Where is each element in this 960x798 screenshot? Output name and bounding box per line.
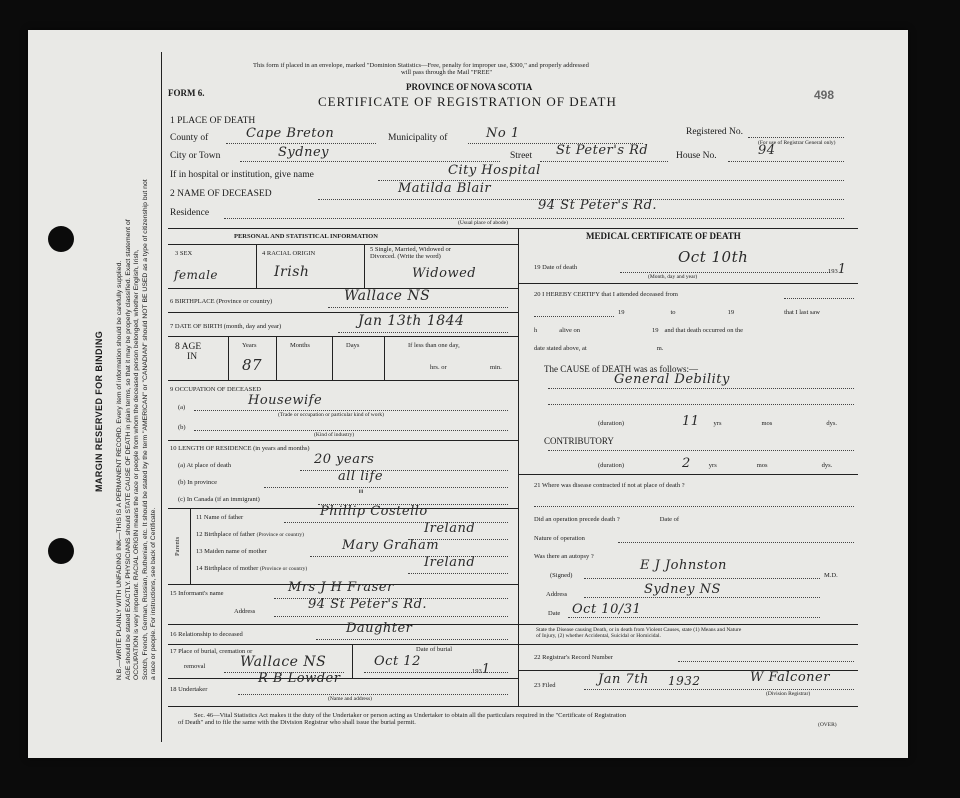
duration-1: (duration) 11 yrs mos dys. bbox=[598, 414, 837, 429]
certify-line-2: 19 to 19 that I last saw bbox=[618, 309, 820, 316]
months-label: Months bbox=[290, 342, 310, 349]
certify-line-1: 20 I HEREBY CERTIFY that I attended deceased from bbox=[534, 291, 678, 298]
binding-margin-label: MARGIN RESERVED FOR BINDING bbox=[94, 330, 104, 492]
race-label: 4 RACIAL ORIGIN bbox=[262, 250, 316, 257]
marital-value: Widowed bbox=[412, 266, 477, 281]
parents-label: Parents bbox=[174, 536, 181, 556]
in-canada-label: (c) In Canada (if an immigrant) bbox=[178, 496, 260, 503]
undertaker-value: R B Lowder bbox=[258, 671, 341, 686]
registrar-note: (Division Registrar) bbox=[766, 691, 811, 697]
race-value: Irish bbox=[274, 264, 310, 280]
undertaker-note: (Name and address) bbox=[328, 696, 372, 702]
mother-name-label: 13 Maiden name of mother bbox=[196, 548, 267, 555]
days-label: Days bbox=[346, 342, 360, 349]
informant-value: Mrs J H Fraser bbox=[288, 580, 394, 595]
dob-label: 7 DATE OF BIRTH (month, day and year) bbox=[170, 323, 282, 330]
min-label: min. bbox=[490, 364, 502, 371]
residence-length-label: 10 LENGTH OF RESIDENCE (in years and months) bbox=[170, 445, 310, 452]
form-number: FORM 6. bbox=[168, 88, 205, 98]
punch-hole-bottom bbox=[48, 538, 74, 564]
filed-year: 1932 bbox=[668, 674, 701, 688]
medical-heading: MEDICAL CERTIFICATE OF DEATH bbox=[586, 231, 741, 241]
certify-line-4: date stated above, at m. bbox=[534, 345, 664, 352]
registrar-record-label: 22 Registrar's Record Number bbox=[534, 654, 613, 661]
city-value: Sydney bbox=[278, 145, 329, 160]
medical-date-label: Date bbox=[548, 610, 561, 617]
sex-value: female bbox=[174, 268, 219, 282]
violent-causes-note: State the Disease causing Death, or in death from Violent Causes, state (1) Means and Nature of Injury, (2) whether Accidental, Suicidal or Homicidal. bbox=[536, 627, 742, 639]
years-label: Years bbox=[242, 342, 257, 349]
occupation-value: Housewife bbox=[248, 393, 323, 408]
duration-2: (duration) 2 yrs mos dys. bbox=[598, 456, 833, 471]
signed-value: E J Johnston bbox=[640, 558, 727, 573]
informant-address-label: Address bbox=[234, 608, 256, 615]
father-birthplace-label: 12 Birthplace of father (Province or country) bbox=[196, 531, 305, 538]
informant-label: 15 Informant's name bbox=[170, 590, 224, 597]
autopsy-label: Was there an autopsy ? bbox=[534, 553, 594, 560]
contributory-label: CONTRIBUTORY bbox=[544, 436, 614, 446]
burial-place-value: Wallace NS bbox=[240, 654, 327, 670]
dob-value: Jan 13th 1844 bbox=[358, 313, 465, 329]
death-date-note: (Month, day and year) bbox=[648, 274, 698, 280]
county-value: Cape Breton bbox=[246, 126, 335, 141]
signed-label: (Signed) bbox=[550, 572, 573, 579]
medical-address-label: Address bbox=[546, 591, 568, 598]
name-of-deceased-value: Matilda Blair bbox=[398, 181, 492, 196]
personal-info-heading: PERSONAL AND STATISTICAL INFORMATION bbox=[234, 233, 378, 240]
disease-contracted-label: 21 Where was disease contracted if not at place of death ? bbox=[534, 482, 685, 489]
nature-of-operation-label: Nature of operation bbox=[534, 535, 585, 542]
less-than-day-label: If less than one day, bbox=[408, 342, 460, 349]
municipality-label: Municipality of bbox=[388, 133, 448, 143]
over-label: (OVER) bbox=[818, 722, 837, 728]
burial-date-value: Oct 12 bbox=[374, 654, 421, 669]
province-heading: PROVINCE OF NOVA SCOTIA bbox=[406, 82, 533, 92]
operation-label: Did an operation precede death ? Date of bbox=[534, 516, 680, 523]
registrar-signature: W Falconer bbox=[750, 670, 830, 685]
residence-note: (Usual place of abode) bbox=[458, 220, 508, 226]
mother-name-value: Mary Graham bbox=[342, 538, 440, 553]
father-value: Phillip Costello bbox=[320, 504, 428, 519]
institution-value: City Hospital bbox=[448, 163, 541, 178]
street-label: Street bbox=[510, 151, 533, 161]
occupation-label: 9 OCCUPATION OF DECEASED bbox=[170, 386, 261, 393]
county-label: County of bbox=[170, 133, 209, 143]
relationship-label: 16 Relationship to deceased bbox=[170, 631, 243, 638]
cause-of-death-label: The CAUSE of DEATH was as follows:— bbox=[544, 364, 698, 374]
residence-value: 94 St Peter's Rd. bbox=[538, 198, 658, 213]
page-title: CERTIFICATE OF REGISTRATION OF DEATH bbox=[318, 94, 617, 109]
certificate-stamp-number: 498 bbox=[814, 88, 835, 102]
at-place-label: (a) At place of death bbox=[178, 462, 232, 469]
occupation-a-label: (a) bbox=[178, 404, 186, 411]
age-label: 8 AGE IN bbox=[175, 342, 202, 362]
death-date-label: 19 Date of death bbox=[534, 264, 578, 271]
occupation-b-note: (Kind of industry) bbox=[314, 432, 355, 438]
mother-birthplace-value: Ireland bbox=[424, 555, 476, 570]
occupation-a-note: (Trade or occupation or particular kind of work) bbox=[278, 412, 384, 418]
street-value: St Peter's Rd bbox=[556, 143, 649, 158]
birthplace-value: Wallace NS bbox=[344, 288, 431, 304]
cause-of-death-value: General Debility bbox=[614, 372, 730, 387]
envelope-note: This form if placed in an envelope, marked "Dominion Statistics—Free, penalty for improper use, $300," and properly addressed will pass through the Mail "FREE" bbox=[253, 62, 589, 76]
in-canada-value: " bbox=[358, 488, 365, 503]
at-place-value: 20 years bbox=[314, 452, 375, 467]
burial-label: 17 Place of burial, cremation or removal bbox=[170, 648, 253, 670]
registered-label: Registered No. bbox=[686, 127, 743, 137]
occupation-b-label: (b) bbox=[178, 424, 186, 431]
house-value: 94 bbox=[758, 143, 776, 158]
punch-hole-top bbox=[48, 226, 74, 252]
medical-address-value: Sydney NS bbox=[644, 582, 721, 597]
in-province-label: (b) In province bbox=[178, 479, 217, 486]
footer-note: Sec. 46—Vital Statistics Act makes it the duty of the Undertaker or person acting as Undertaker to obtain all the particulars required in the "Certificate of Registration of Death" and to file the same with the Division Registrar who shall issue the burial permit. bbox=[178, 712, 627, 726]
marital-label: 5 Single, Married, Widowed or Divorced. (Write the word) bbox=[370, 246, 451, 260]
house-label: House No. bbox=[676, 151, 717, 161]
burial-date-label: Date of burial bbox=[416, 646, 453, 653]
registered-note: (For use of Registrar General only) bbox=[758, 140, 836, 146]
institution-label: If in hospital or institution, give name bbox=[170, 170, 314, 180]
place-of-death-label: 1 PLACE OF DEATH bbox=[170, 116, 256, 126]
relationship-value: Daughter bbox=[346, 621, 413, 636]
father-label: 11 Name of father bbox=[196, 514, 244, 521]
death-date-value: Oct 10th bbox=[678, 248, 749, 266]
filed-value: Jan 7th bbox=[598, 672, 649, 687]
md-label: M.D. bbox=[824, 572, 838, 579]
undertaker-label: 18 Undertaker bbox=[170, 686, 208, 693]
mother-birthplace-label: 14 Birthplace of mother (Province or country) bbox=[196, 565, 308, 572]
hrs-label: hrs. or bbox=[430, 364, 447, 371]
filed-label: 23 Filed bbox=[534, 682, 556, 689]
birthplace-label: 6 BIRTHPLACE (Province or country) bbox=[170, 298, 273, 305]
informant-address-value: 94 St Peter's Rd. bbox=[308, 597, 428, 612]
city-label: City or Town bbox=[170, 151, 221, 161]
certify-line-3: h alive on 19 and that death occurred on the bbox=[534, 327, 744, 334]
in-province-value: all life bbox=[338, 469, 384, 484]
residence-label: Residence bbox=[170, 208, 210, 218]
years-value: 87 bbox=[242, 356, 263, 374]
burial-year: 1931 bbox=[472, 662, 491, 677]
medical-date-value: Oct 10/31 bbox=[572, 602, 642, 617]
certificate-page bbox=[28, 30, 908, 758]
death-year: 1931 bbox=[828, 262, 847, 277]
sex-label: 3 SEX bbox=[175, 250, 193, 257]
margin-instructions: N.B.—WRITE PLAINLY WITH UNFADING INK—THIS IS A PERMANENT RECORD. Every item of information should be carefully supplied. AGE should be stated EXACTLY. PHYSICIANS should STATE CAUSE OF DEATH in plain terms, so that it may be properly classified. Exact statement of OCCUPATION is very important. RACIAL ORIGIN means the race or people from whom the deceased person belonged, whether English, Irish, Scotch, French, German, Russian, Ruthenian, etc. It should be stated by the term "AMERICAN" or "CANADIAN" should NOT BE USED as a type of citizenship but not a race or people. For instructions, see back of Certificate. bbox=[116, 179, 158, 680]
father-birthplace-value: Ireland bbox=[424, 521, 476, 536]
municipality-value: No 1 bbox=[486, 126, 520, 141]
name-of-deceased-label: 2 NAME OF DECEASED bbox=[170, 189, 272, 199]
